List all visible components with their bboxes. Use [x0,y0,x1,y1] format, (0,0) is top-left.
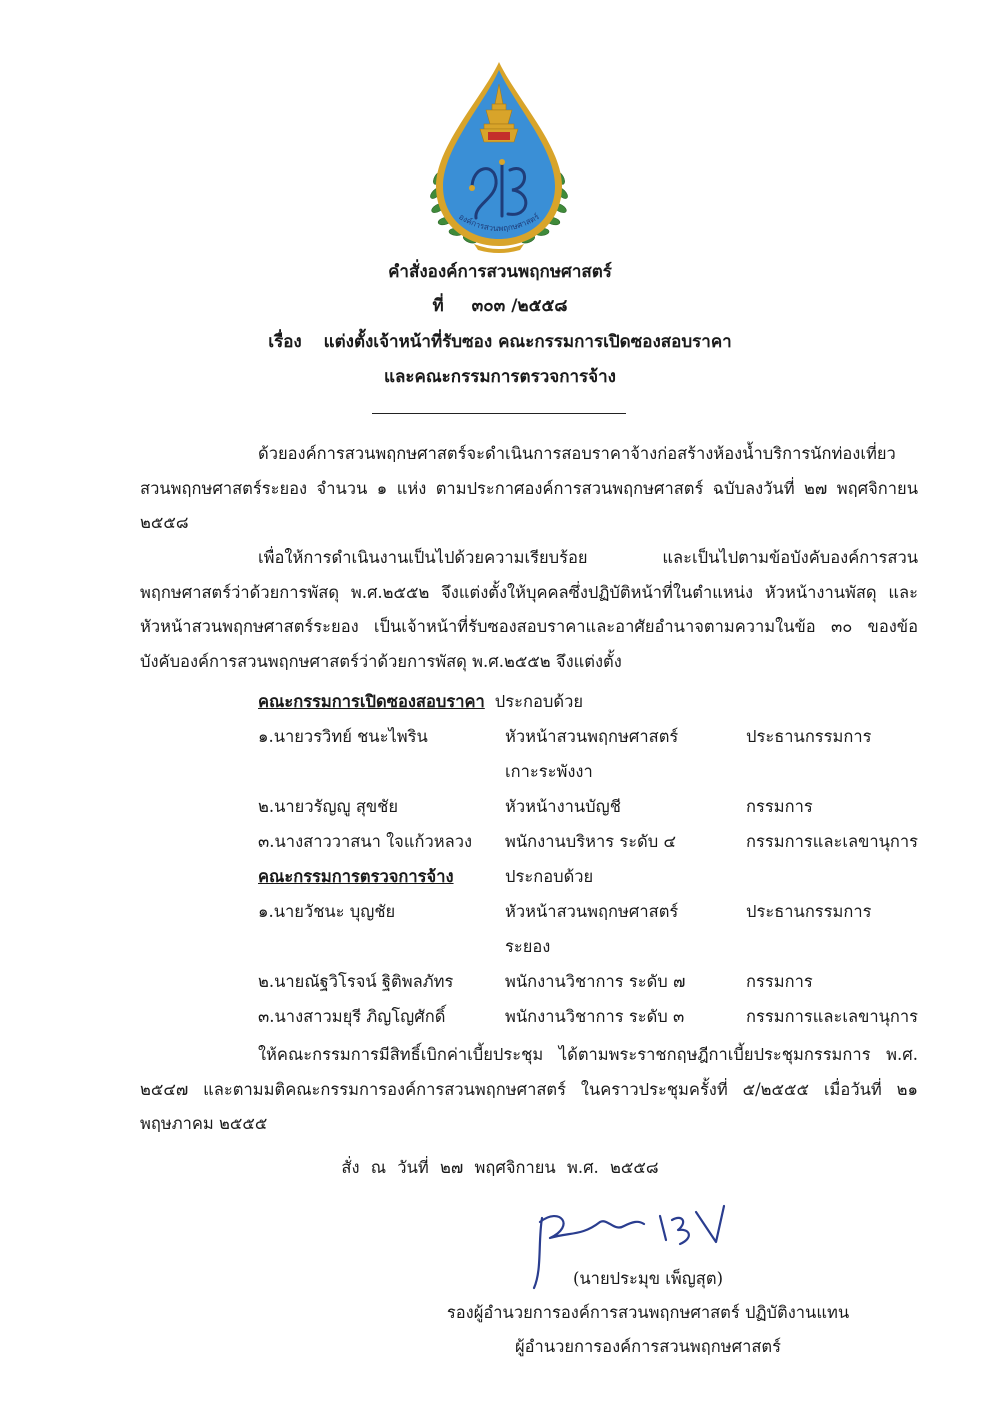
paragraph-2: เพื่อให้การดำเนินงานเป็นไปด้วยความเรียบร้อย และเป็นไปตามข้อบังคับองค์การสวนพฤกษศาสตร์ว่าด้วยการพัสดุ พ.ศ.๒๕๕๒ จึงแต่งตั้งให้บุคคลซึ่งปฏิบัติหน้าที่ในตำแหน่ง หัวหน้างานพัสดุ และหัวหน้าสวนพฤกษศาสตร์ระยอง เป็นเจ้าหน้าที่รับซองสอบราคาและอาศัยอำนาจตามความในข้อ ๓๐ ของข้อบังคับองค์การสวนพฤกษศาสตร์ว่าด้วยการพัสดุ พ.ศ.๒๕๕๒ จึงแต่งตั้ง [140,548,918,671]
committee-1-title: คณะกรรมการเปิดซองสอบราคา [258,692,485,711]
order-number: ๓๐๓ /๒๕๕๘ [471,296,568,316]
member-position: หัวหน้าสวนพฤกษศาสตร์ [505,727,679,746]
order-number-label: ที่ [432,296,444,316]
member-position: หัวหน้าสวนพฤกษศาสตร์ [505,902,679,921]
member-name: ๒.นายณัฐวิโรจน์ ฐิติพลภัทร [258,972,454,991]
subject-label: เรื่อง [268,332,302,352]
subject-text: แต่งตั้งเจ้าหน้าที่รับซอง คณะกรรมการเปิดซองสอบราคา [323,332,732,352]
signer-title: รองผู้อำนวยการองค์การสวนพฤกษศาสตร์ ปฏิบัติงานแทน [446,1303,850,1322]
order-number-line [0,292,1000,319]
committee-2-title: คณะกรรมการตรวจการจ้าง [258,867,454,886]
member-role: กรรมการ [746,972,813,991]
member-position: พนักงานบริหาร ระดับ ๔ [505,832,676,851]
member-role: ประธานกรรมการ [746,727,872,746]
signer-name: (นายประมุข เพ็ญสุต) [572,1269,724,1288]
member-position: พนักงานวิชาการ ระดับ ๗ [505,972,686,991]
svg-text:องค์การสวนพฤกษศาสตร์: องค์การสวนพฤกษศาสตร์ [457,212,541,234]
subject-line [0,328,1000,355]
member-role: กรรมการ [746,797,813,816]
member-role: กรรมการและเลขานุการ [746,1007,919,1026]
paragraph-3: ให้คณะกรรมการมีสิทธิ์เบิกค่าเบี้ยประชุม ได้ตามพระราชกฤษฎีกาเบี้ยประชุมกรรมการ พ.ศ. ๒๕๔๗ และตามมติคณะกรรมการองค์การสวนพฤกษศาสตร์ ในคราวประชุมครั้งที่ ๕/๒๕๕๕ เมื่อวันที่ ๒๑ พฤษภาคม ๒๕๕๕ [140,1045,918,1133]
order-title: คำสั่งองค์การสวนพฤกษศาสตร์ [388,262,612,282]
committee-1-heading [258,689,583,715]
ordered-date: สั่ง ณ วันที่ ๒๗ พฤศจิกายน พ.ศ. ๒๕๕๘ [341,1158,659,1177]
member-position: พนักงานวิชาการ ระดับ ๓ [505,1007,685,1026]
member-position: หัวหน้างานบัญชี [505,797,621,816]
header-divider [372,413,626,414]
signer-title-cont: ผู้อำนวยการองค์การสวนพฤกษศาสตร์ [514,1337,782,1356]
member-name: ๓.นางสาวมยุรี ภิญโญศักดิ์ [258,1007,446,1026]
committee-1-suffix: ประกอบด้วย [494,692,584,711]
committee-2-suffix: ประกอบด้วย [505,867,594,886]
member-role: กรรมการและเลขานุการ [746,832,919,851]
member-name: ๒.นายวรัญญู สุขชัย [258,797,399,816]
paragraph-1: ด้วยองค์การสวนพฤกษศาสตร์จะดำเนินการสอบราคาจ้างก่อสร้างห้องน้ำบริการนักท่องเที่ยว สวนพฤกษศาสตร์ระยอง จำนวน ๑ แห่ง ตามประกาศองค์การสวนพฤกษศาสตร์ ฉบับลงวันที่ ๒๗ พฤศจิกายน ๒๕๕๘ [140,444,918,532]
member-position-cont: ระยอง [505,937,551,956]
member-name: ๓.นางสาววาสนา ใจแก้วหลวง [258,832,473,851]
member-name: ๑.นายวัชนะ บุญชัย [258,902,396,921]
member-position-cont: เกาะระพังงา [505,762,593,781]
member-role: ประธานกรรมการ [746,902,872,921]
subject-text-cont: และคณะกรรมการตรวจการจ้าง [384,367,616,387]
member-name: ๑.นายวรวิทย์ ชนะไพริน [258,727,428,746]
organization-emblem-icon [424,58,574,256]
